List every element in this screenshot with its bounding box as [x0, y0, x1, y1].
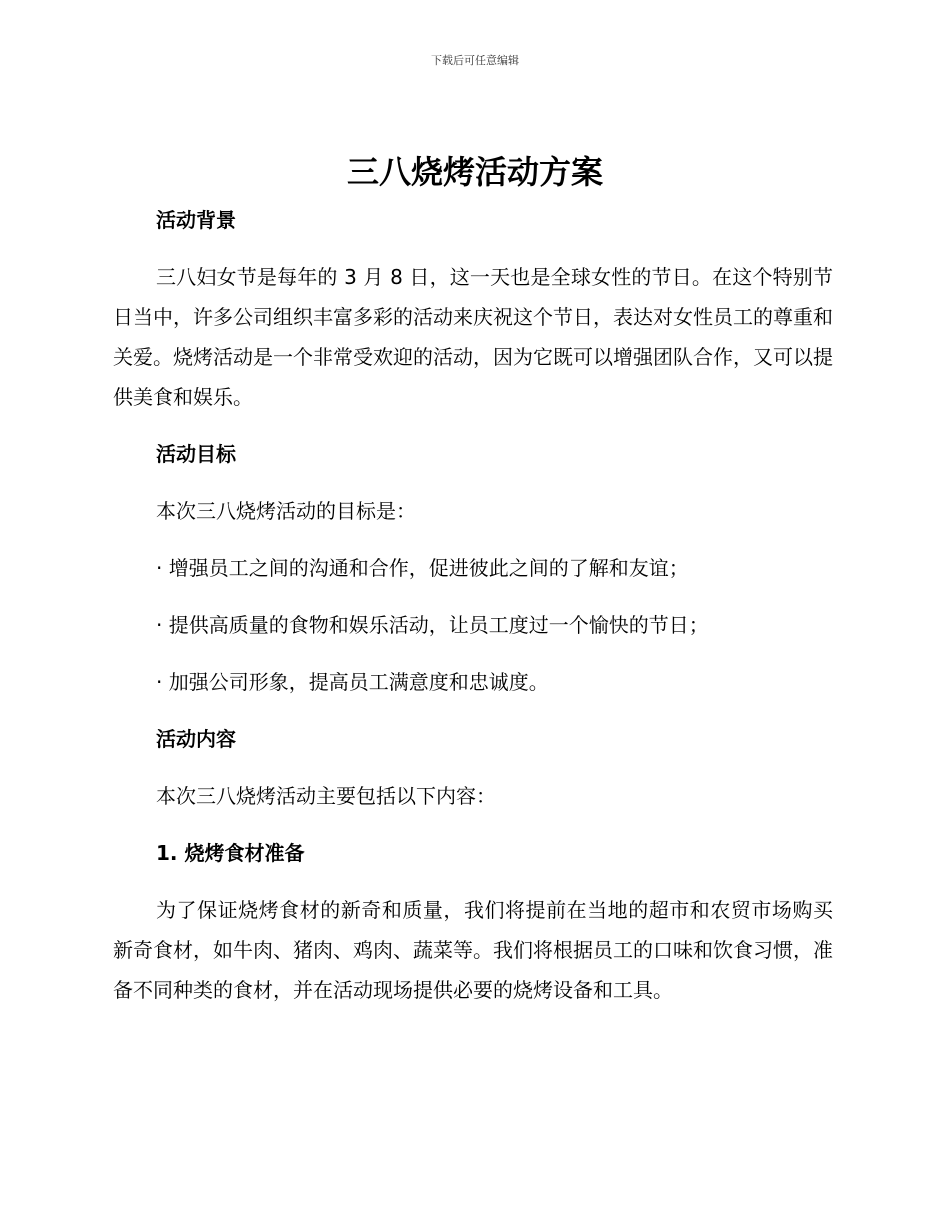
- document-body: [113, 200, 833, 1010]
- spacer: [113, 873, 833, 890]
- spacer: [113, 702, 833, 719]
- goal-item: · 提供高质量的食物和娱乐活动，让员工度过一个愉快的节日；: [156, 613, 709, 637]
- spacer: [113, 645, 833, 662]
- spacer: [113, 816, 833, 833]
- section-heading-goals: 活动目标: [156, 442, 236, 466]
- spacer: [113, 588, 833, 605]
- section-heading-content: 活动内容: [156, 727, 236, 751]
- section-heading-background: 活动背景: [156, 208, 236, 232]
- goal-item: · 加强公司形象，提高员工满意度和忠诚度。: [156, 670, 549, 694]
- spacer: [113, 474, 833, 491]
- content-intro: 本次三八烧烤活动主要包括以下内容：: [156, 784, 496, 808]
- subheading-ingredients: 1. 烧烤食材准备: [156, 841, 305, 865]
- spacer: [113, 531, 833, 548]
- spacer: [113, 759, 833, 776]
- goal-item: · 增强员工之间的沟通和合作，促进彼此之间的了解和友谊；: [156, 556, 689, 580]
- header-note: 下载后可任意编辑: [431, 54, 519, 67]
- ingredients-paragraph: 为了保证烧烤食材的新奇和质量，我们将提前在当地的超市和农贸市场购买新奇食材，如牛肉、猪肉、鸡肉、蔬菜等。我们将根据员工的口味和饮食习惯，准备不同种类的食材，并在活动现场提供必要的烧烤设备和工具。: [113, 898, 833, 1002]
- document-title: 三八烧烤活动方案: [346, 153, 603, 191]
- spacer: [113, 240, 833, 257]
- background-paragraph: 三八妇女节是每年的 3 月 8 日，这一天也是全球女性的节日。在这个特别节日当中，许多公司组织丰富多彩的活动来庆祝这个节日，表达对女性员工的尊重和关爱。烧烤活动是一个非常受欢迎的活动，因为它既可以增强团队合作，又可以提供美食和娱乐。: [113, 265, 833, 409]
- spacer: [113, 417, 833, 434]
- goals-intro: 本次三八烧烤活动的目标是：: [156, 499, 416, 523]
